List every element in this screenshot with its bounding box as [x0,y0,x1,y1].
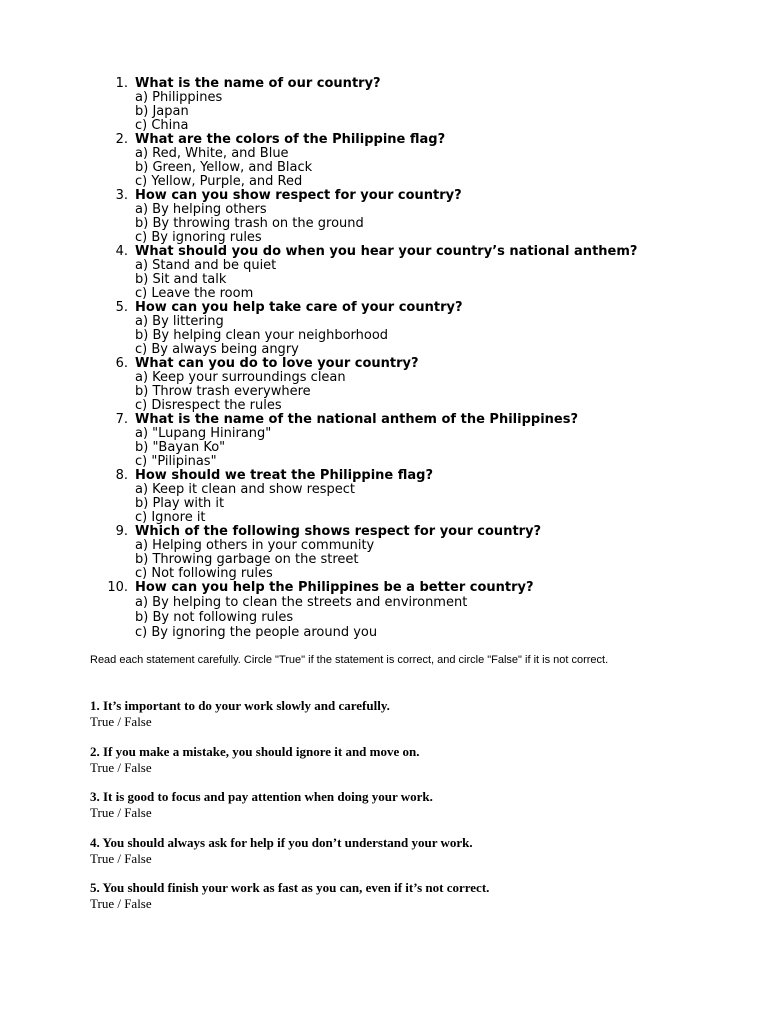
option-a: a) Red, White, and Blue [135,146,289,161]
question-number: 2. [115,132,128,147]
option-c: c) Not following rules [135,566,273,581]
question-number: 1. [115,76,128,91]
option-c: c) Disrespect the rules [135,398,282,413]
option-b: b) Sit and talk [135,272,227,287]
question-number: 4. [115,244,128,259]
true-false-instructions: Read each statement carefully. Circle "True" if the statement is correct, and circle "False" if it is not correct. [90,654,609,666]
question-4 [0,245,768,301]
true-false-item-3 [90,789,710,835]
option-a: a) By littering [135,314,224,329]
statement: 2. If you make a mistake, you should ignore it and move on. [90,743,420,759]
true-false-choice: True / False [90,850,152,866]
statement: 1. It’s important to do your work slowly and carefully. [90,698,390,713]
true-false-choice: True / False [90,759,152,775]
statement: 4. You should always ask for help if you don’t understand your work. [90,834,473,850]
option-c: c) By ignoring the people around you [135,625,378,640]
option-a: a) By helping others [135,202,267,217]
option-c: c) Leave the room [135,286,254,301]
option-b: b) By not following rules [135,610,294,625]
question-3 [0,189,768,245]
question-5 [0,301,768,357]
option-c: c) By ignoring rules [135,230,262,245]
option-a: a) Helping others in your community [135,538,375,553]
statement: 5. You should finish your work as fast as you can, even if it’s not correct. [90,880,490,896]
question-number: 10. [107,580,128,595]
question-6 [0,357,768,413]
statement: 3. It is good to focus and pay attention when doing your work. [90,789,433,805]
multiple-choice-section [0,77,768,640]
option-c: c) By always being angry [135,342,299,357]
question-number: 7. [115,412,128,427]
option-b: b) By throwing trash on the ground [135,216,364,231]
true-false-choice: True / False [90,805,152,821]
option-b: b) Japan [135,104,189,119]
option-b: b) Throw trash everywhere [135,384,311,399]
question-text: What are the colors of the Philippine flag? [135,132,446,147]
question-8 [0,469,768,525]
question-text: Which of the following shows respect for your country? [135,524,542,539]
true-false-item-1 [90,698,710,744]
true-false-section [90,698,710,926]
option-a: a) "Lupang Hinirang" [135,426,272,441]
question-text: How can you help take care of your country? [135,300,463,315]
question-text: What should you do when you hear your country’s national anthem? [135,244,638,259]
question-text: What is the name of the national anthem of the Philippines? [135,412,578,427]
option-b: b) By helping clean your neighborhood [135,328,389,343]
question-2 [0,133,768,189]
option-a: a) Keep your surroundings clean [135,370,346,385]
question-7 [0,413,768,469]
question-text: How can you show respect for your country? [135,188,462,203]
true-false-choice: True / False [90,714,152,729]
true-false-choice: True / False [90,896,152,912]
question-number: 5. [115,300,128,315]
question-1 [0,77,768,133]
question-number: 6. [115,356,128,371]
question-text: How should we treat the Philippine flag? [135,468,434,483]
option-c: c) China [135,118,189,133]
option-a: a) Keep it clean and show respect [135,482,356,497]
question-number: 3. [115,188,128,203]
option-b: b) Green, Yellow, and Black [135,160,313,175]
option-a: a) Philippines [135,90,223,105]
true-false-item-4 [90,835,710,881]
option-c: c) Yellow, Purple, and Red [135,174,303,189]
question-text: What can you do to love your country? [135,356,419,371]
option-b: b) Throwing garbage on the street [135,552,359,567]
option-b: b) "Bayan Ko" [135,440,226,455]
true-false-item-2 [90,744,710,790]
option-c: c) "Pilipinas" [135,454,217,469]
question-text: What is the name of our country? [135,76,381,91]
question-text: How can you help the Philippines be a better country? [135,580,534,595]
option-c: c) Ignore it [135,510,206,525]
question-number: 8. [115,468,128,483]
true-false-item-5 [90,880,710,926]
option-a: a) By helping to clean the streets and environment [135,595,468,610]
question-10 [0,581,768,640]
question-number: 9. [115,524,128,539]
option-a: a) Stand and be quiet [135,258,277,273]
question-9 [0,525,768,581]
option-b: b) Play with it [135,496,225,511]
